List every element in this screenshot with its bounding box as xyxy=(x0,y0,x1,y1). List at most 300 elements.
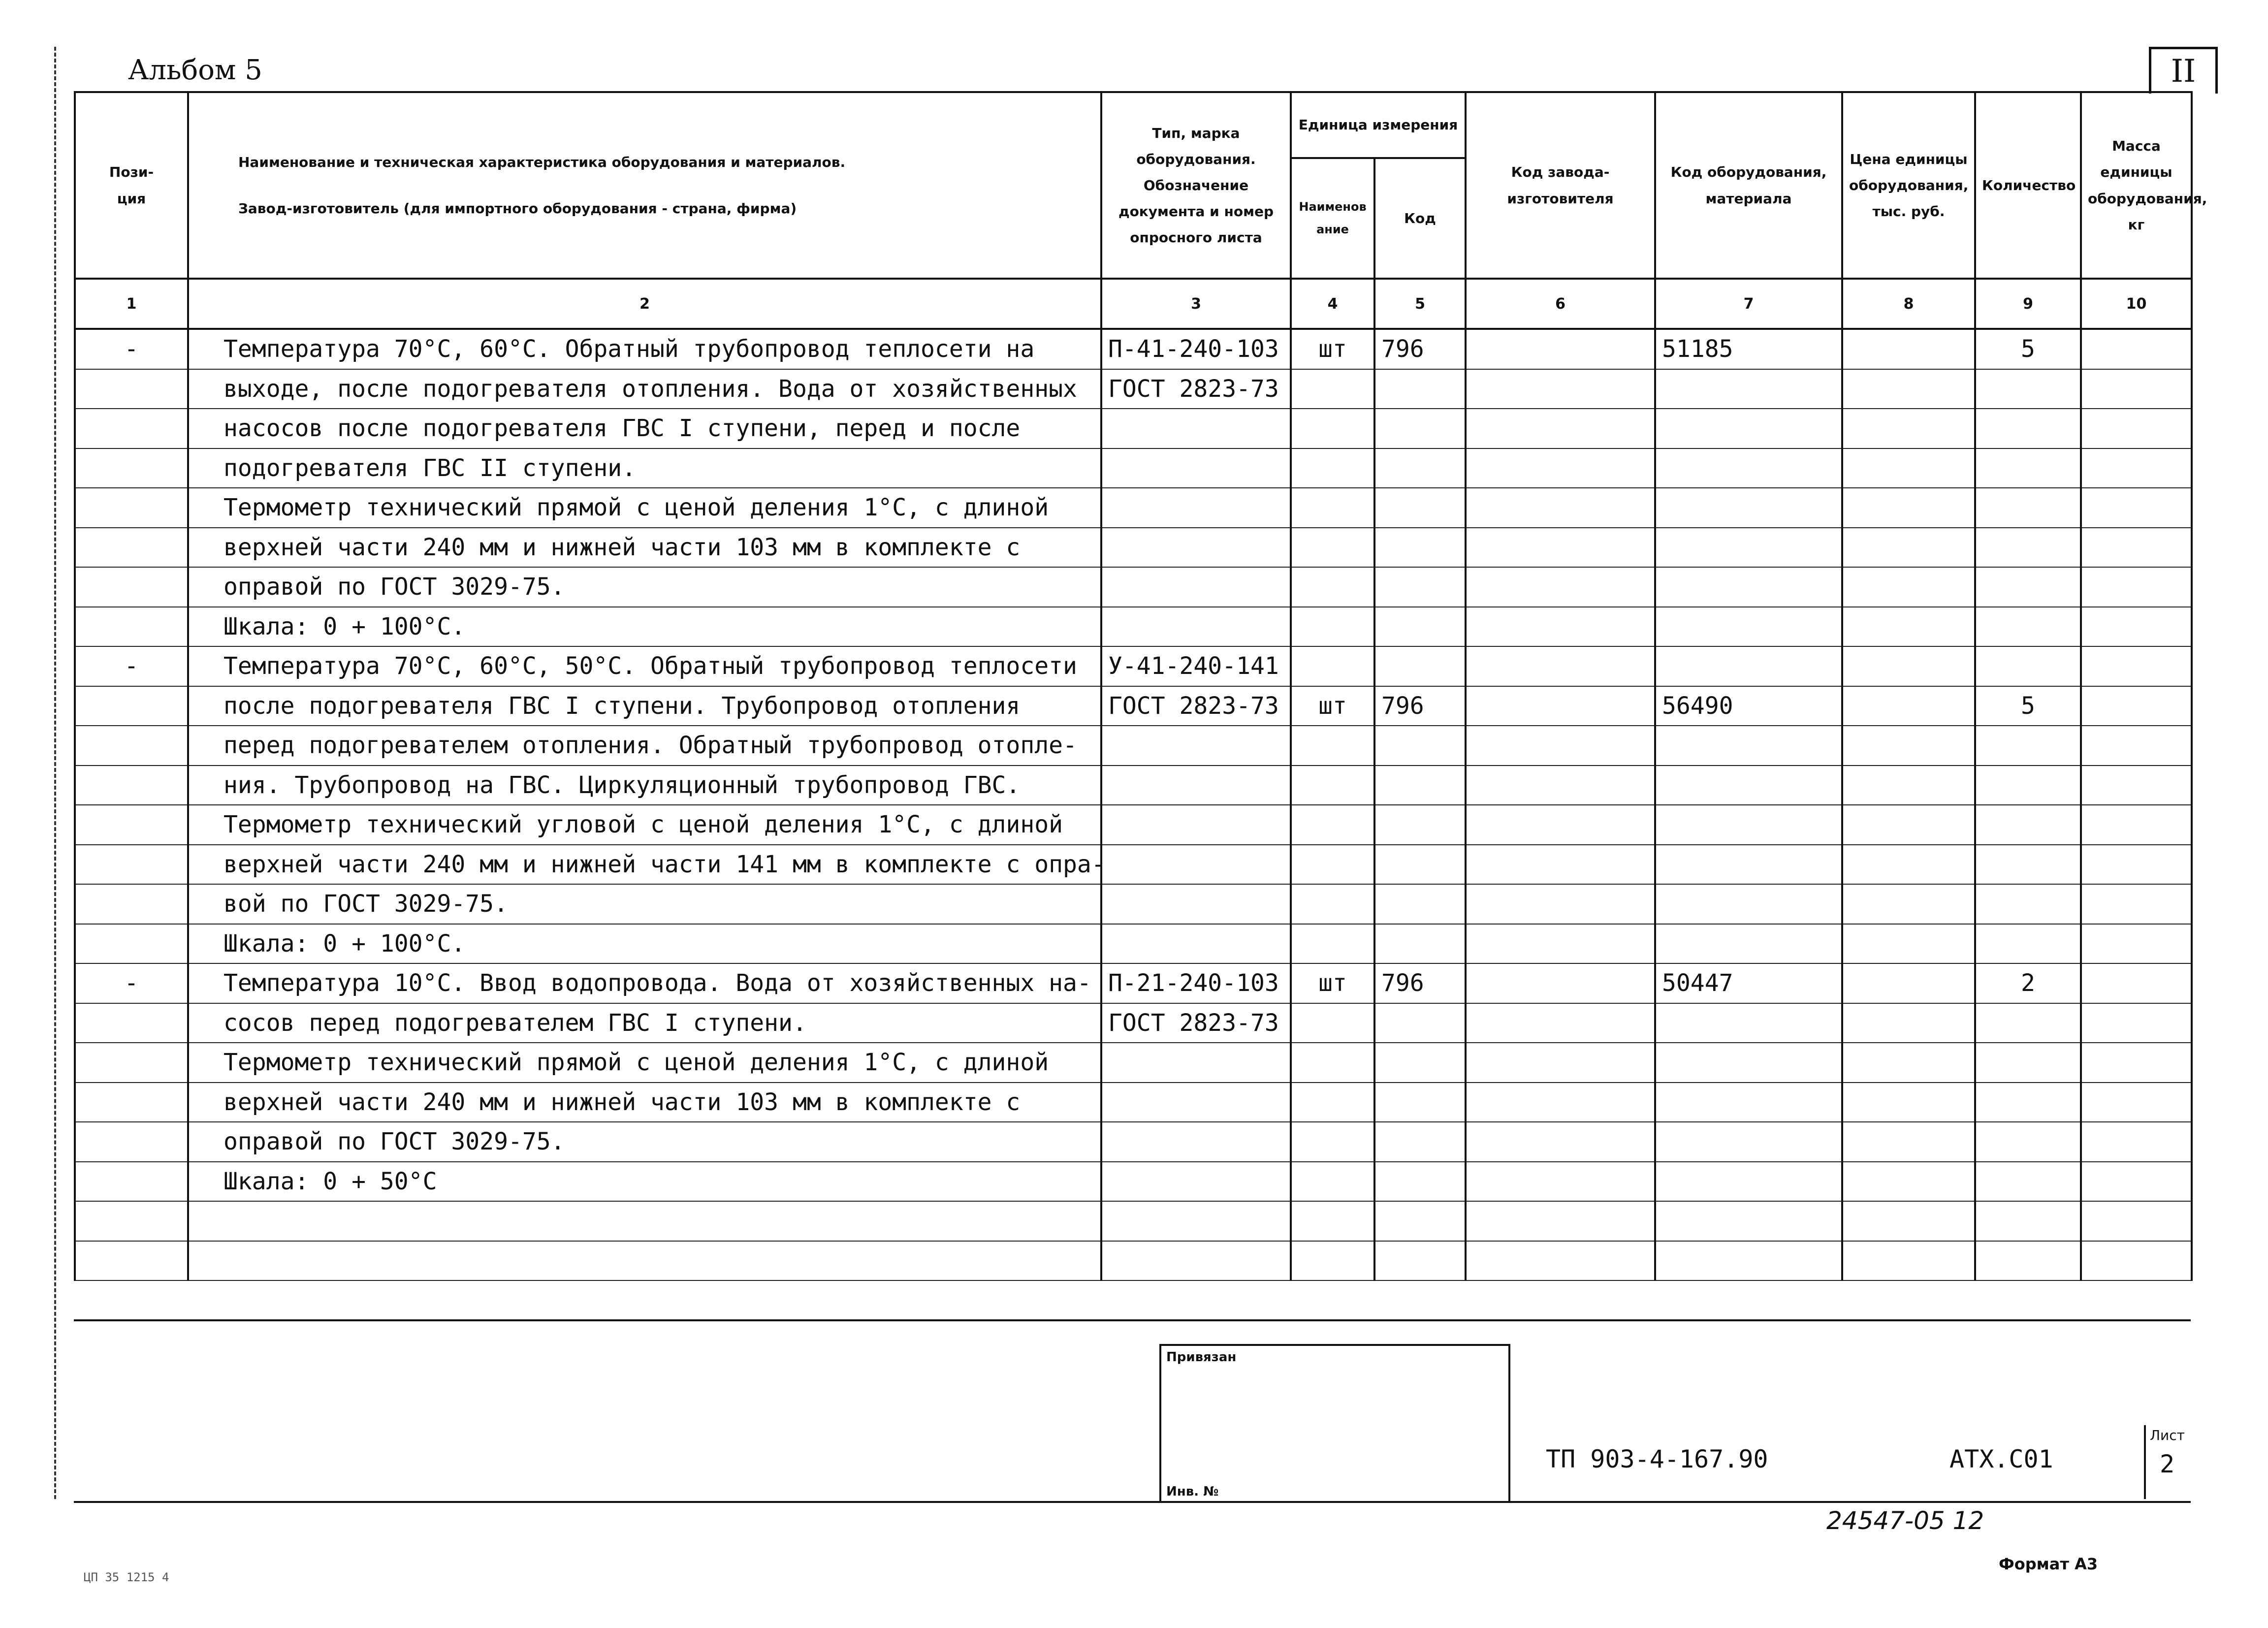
cell-price xyxy=(1842,607,1975,647)
cell-mass xyxy=(2081,884,2192,924)
cell-type xyxy=(1101,1043,1291,1083)
cell-pos xyxy=(75,409,188,448)
cell-qty xyxy=(1975,448,2081,488)
cell-mass xyxy=(2081,646,2192,686)
cell-type: ГОСТ 2823-73 xyxy=(1101,686,1291,726)
cell-code xyxy=(1655,726,1842,766)
cell-qty xyxy=(1975,1003,2081,1043)
cell-mass xyxy=(2081,369,2192,409)
cell-mass xyxy=(2081,488,2192,528)
cell-maker xyxy=(1466,1003,1655,1043)
cell-qty: 5 xyxy=(1975,329,2081,369)
table-row xyxy=(75,686,2192,726)
cell-price xyxy=(1842,766,1975,805)
cell-pos xyxy=(75,766,188,805)
cell-type xyxy=(1101,924,1291,964)
cell-ucode xyxy=(1374,766,1466,805)
cell-name: вой по ГОСТ 3029-75. xyxy=(188,884,1101,924)
cell-name xyxy=(188,1241,1101,1281)
cell-type xyxy=(1101,726,1291,766)
cell-code xyxy=(1655,1162,1842,1202)
colnum-6: 6 xyxy=(1466,279,1655,329)
cell-mass xyxy=(2081,1043,2192,1083)
table-row xyxy=(75,845,2192,885)
cell-ucode xyxy=(1374,369,1466,409)
cell-qty xyxy=(1975,369,2081,409)
cell-price xyxy=(1842,488,1975,528)
cell-pos xyxy=(75,1122,188,1162)
cell-type: П-41-240-103 xyxy=(1101,329,1291,369)
colnum-5: 5 xyxy=(1374,279,1466,329)
cell-qty xyxy=(1975,1083,2081,1122)
cell-maker xyxy=(1466,409,1655,448)
cell-unit xyxy=(1291,1241,1374,1281)
cell-price xyxy=(1842,1162,1975,1202)
cell-mass xyxy=(2081,528,2192,568)
cell-pos xyxy=(75,567,188,607)
cell-ucode xyxy=(1374,1241,1466,1281)
table-row xyxy=(75,963,2192,1003)
table-row xyxy=(75,646,2192,686)
cell-maker xyxy=(1466,1162,1655,1202)
cell-type xyxy=(1101,448,1291,488)
table-row xyxy=(75,448,2192,488)
cell-maker xyxy=(1466,726,1655,766)
cell-code: 56490 xyxy=(1655,686,1842,726)
header-price: Цена единицы оборудования, тыс. руб. xyxy=(1842,92,1975,279)
cell-pos: - xyxy=(75,646,188,686)
cell-mass xyxy=(2081,726,2192,766)
cell-mass xyxy=(2081,409,2192,448)
cell-code xyxy=(1655,1043,1842,1083)
cell-pos xyxy=(75,1162,188,1202)
cell-qty xyxy=(1975,1043,2081,1083)
cell-unit: шт xyxy=(1291,686,1374,726)
cell-qty xyxy=(1975,1201,2081,1241)
cell-qty xyxy=(1975,528,2081,568)
inventory-label: Инв. № xyxy=(1166,1484,1219,1499)
cell-type xyxy=(1101,1241,1291,1281)
table-row xyxy=(75,805,2192,845)
cell-mass xyxy=(2081,1122,2192,1162)
colnum-10: 10 xyxy=(2081,279,2192,329)
cell-type xyxy=(1101,845,1291,885)
cell-ucode: 796 xyxy=(1374,963,1466,1003)
cell-mass xyxy=(2081,1083,2192,1122)
cell-name: ния. Трубопровод на ГВС. Циркуляционный трубопровод ГВС. xyxy=(188,766,1101,805)
cell-unit xyxy=(1291,766,1374,805)
cell-price xyxy=(1842,329,1975,369)
cell-name: Термометр технический угловой с ценой деления 1°С, с длиной xyxy=(188,805,1101,845)
cell-ucode xyxy=(1374,448,1466,488)
cell-pos xyxy=(75,369,188,409)
format-label: Формат А3 xyxy=(1999,1555,2098,1573)
cell-pos xyxy=(75,1241,188,1281)
cell-qty xyxy=(1975,924,2081,964)
cell-pos xyxy=(75,1003,188,1043)
cell-name: верхней части 240 мм и нижней части 141 мм в комплекте с опра- xyxy=(188,845,1101,885)
cell-code xyxy=(1655,1122,1842,1162)
cell-unit xyxy=(1291,646,1374,686)
document-mark: АТХ.С01 xyxy=(1949,1445,2053,1473)
cell-price xyxy=(1842,726,1975,766)
cell-mass xyxy=(2081,686,2192,726)
cell-price xyxy=(1842,924,1975,964)
cell-price xyxy=(1842,528,1975,568)
cell-qty xyxy=(1975,646,2081,686)
table-row xyxy=(75,607,2192,647)
table-row xyxy=(75,1043,2192,1083)
cell-ucode: 796 xyxy=(1374,686,1466,726)
cell-mass xyxy=(2081,1201,2192,1241)
table-row xyxy=(75,766,2192,805)
cell-price xyxy=(1842,1122,1975,1162)
cell-unit xyxy=(1291,369,1374,409)
cell-ucode xyxy=(1374,409,1466,448)
cell-type: П-21-240-103 xyxy=(1101,963,1291,1003)
cell-pos xyxy=(75,924,188,964)
table-row xyxy=(75,924,2192,964)
cell-mass xyxy=(2081,1241,2192,1281)
cell-name: Шкала: 0 + 100°С. xyxy=(188,924,1101,964)
cell-code xyxy=(1655,567,1842,607)
cell-name: сосов перед подогревателем ГВС I ступени. xyxy=(188,1003,1101,1043)
header-name-line1: Наименование и техническая характеристика оборудования и материалов. xyxy=(238,154,846,171)
cell-price xyxy=(1842,369,1975,409)
colnum-1: 1 xyxy=(75,279,188,329)
cell-unit xyxy=(1291,1083,1374,1122)
header-mass: Масса единицы оборудования, кг xyxy=(2081,92,2192,279)
cell-ucode xyxy=(1374,1043,1466,1083)
cell-qty: 2 xyxy=(1975,963,2081,1003)
document-code: ТП 903-4-167.90 xyxy=(1546,1445,1768,1473)
header-unit: Единица измерения xyxy=(1291,92,1466,158)
table-row xyxy=(75,409,2192,448)
cell-code xyxy=(1655,369,1842,409)
cell-mass xyxy=(2081,766,2192,805)
cell-name: верхней части 240 мм и нижней части 103 мм в комплекте с xyxy=(188,1083,1101,1122)
cell-price xyxy=(1842,1201,1975,1241)
cell-code xyxy=(1655,528,1842,568)
cell-unit xyxy=(1291,726,1374,766)
cell-price xyxy=(1842,1241,1975,1281)
cell-maker xyxy=(1466,369,1655,409)
print-stamp: ЦП 35 1215 4 xyxy=(84,1570,169,1584)
table-row xyxy=(75,369,2192,409)
cell-unit xyxy=(1291,805,1374,845)
cell-ucode xyxy=(1374,1083,1466,1122)
cell-price xyxy=(1842,845,1975,885)
cell-mass xyxy=(2081,805,2192,845)
header-unit-code: Код xyxy=(1374,158,1466,279)
header-maker-code: Код завода-изготовителя xyxy=(1466,92,1655,279)
cell-type xyxy=(1101,528,1291,568)
cell-price xyxy=(1842,963,1975,1003)
header-name xyxy=(188,92,1101,279)
cell-maker xyxy=(1466,1241,1655,1281)
cell-ucode xyxy=(1374,607,1466,647)
cell-name: Шкала: 0 + 50°С xyxy=(188,1162,1101,1202)
table-row xyxy=(75,528,2192,568)
table-row xyxy=(75,1201,2192,1241)
cell-maker xyxy=(1466,329,1655,369)
header-position: Пози- ция xyxy=(75,92,188,279)
cell-name: Температура 70°С, 60°С, 50°С. Обратный трубопровод теплосети xyxy=(188,646,1101,686)
header-name-line2: Завод-изготовитель (для импортного оборудования - страна, фирма) xyxy=(238,200,797,217)
cell-unit xyxy=(1291,409,1374,448)
colnum-3: 3 xyxy=(1101,279,1291,329)
table-row xyxy=(75,1162,2192,1202)
cell-type xyxy=(1101,607,1291,647)
cell-type: У-41-240-141 xyxy=(1101,646,1291,686)
cell-code xyxy=(1655,409,1842,448)
cell-name: выходе, после подогревателя отопления. Вода от хозяйственных xyxy=(188,369,1101,409)
cell-qty xyxy=(1975,726,2081,766)
cell-unit xyxy=(1291,528,1374,568)
cell-mass xyxy=(2081,607,2192,647)
cell-type xyxy=(1101,805,1291,845)
cell-pos xyxy=(75,1083,188,1122)
cell-mass xyxy=(2081,448,2192,488)
cell-name: оправой по ГОСТ 3029-75. xyxy=(188,567,1101,607)
cell-type xyxy=(1101,1201,1291,1241)
cell-price xyxy=(1842,805,1975,845)
cell-qty xyxy=(1975,805,2081,845)
cell-code xyxy=(1655,488,1842,528)
cell-ucode xyxy=(1374,1003,1466,1043)
cell-qty xyxy=(1975,845,2081,885)
colnum-7: 7 xyxy=(1655,279,1842,329)
cell-maker xyxy=(1466,924,1655,964)
cell-qty xyxy=(1975,1162,2081,1202)
cell-pos xyxy=(75,1043,188,1083)
header-type: Тип, марка оборудования. Обозначение документа и номер опросного листа xyxy=(1101,92,1291,279)
cell-maker xyxy=(1466,686,1655,726)
table-row xyxy=(75,488,2192,528)
privyazan-label: Привязан xyxy=(1166,1350,1237,1365)
cell-type: ГОСТ 2823-73 xyxy=(1101,1003,1291,1043)
cell-unit xyxy=(1291,567,1374,607)
sheet-corner-number: II xyxy=(2149,47,2218,94)
table-row xyxy=(75,1122,2192,1162)
cell-code xyxy=(1655,607,1842,647)
cell-maker xyxy=(1466,1083,1655,1122)
table-row xyxy=(75,1083,2192,1122)
cell-ucode xyxy=(1374,1122,1466,1162)
cell-type xyxy=(1101,409,1291,448)
colnum-2: 2 xyxy=(188,279,1101,329)
cell-price xyxy=(1842,1003,1975,1043)
header-unit-name: Наименование xyxy=(1291,158,1374,279)
cell-price xyxy=(1842,1043,1975,1083)
privyazan-box xyxy=(1159,1344,1510,1503)
cell-price xyxy=(1842,884,1975,924)
cell-code xyxy=(1655,448,1842,488)
cell-mass xyxy=(2081,924,2192,964)
colnum-8: 8 xyxy=(1842,279,1975,329)
cell-maker xyxy=(1466,1043,1655,1083)
cell-pos xyxy=(75,884,188,924)
cell-pos xyxy=(75,1201,188,1241)
cell-maker xyxy=(1466,845,1655,885)
cell-maker xyxy=(1466,1201,1655,1241)
cell-ucode xyxy=(1374,646,1466,686)
sheet-box xyxy=(2144,1425,2193,1499)
handwritten-number: 24547-05 12 xyxy=(1826,1506,1984,1535)
cell-maker xyxy=(1466,805,1655,845)
cell-pos xyxy=(75,805,188,845)
cell-type xyxy=(1101,1083,1291,1122)
cell-unit: шт xyxy=(1291,329,1374,369)
cell-price xyxy=(1842,567,1975,607)
cell-maker xyxy=(1466,607,1655,647)
cell-ucode xyxy=(1374,884,1466,924)
cell-name xyxy=(188,1201,1101,1241)
cell-qty xyxy=(1975,1241,2081,1281)
cell-pos: - xyxy=(75,329,188,369)
cell-ucode xyxy=(1374,1201,1466,1241)
cell-pos xyxy=(75,448,188,488)
cell-unit xyxy=(1291,1043,1374,1083)
cell-code xyxy=(1655,1083,1842,1122)
cell-maker xyxy=(1466,646,1655,686)
cell-price xyxy=(1842,448,1975,488)
cell-code: 50447 xyxy=(1655,963,1842,1003)
table-row xyxy=(75,884,2192,924)
cell-type xyxy=(1101,1122,1291,1162)
cell-unit xyxy=(1291,924,1374,964)
cell-qty xyxy=(1975,567,2081,607)
cell-code xyxy=(1655,805,1842,845)
cell-code xyxy=(1655,1201,1842,1241)
cell-pos: - xyxy=(75,963,188,1003)
cell-pos xyxy=(75,488,188,528)
sheet-number: 2 xyxy=(2160,1450,2175,1478)
header-quantity: Количество xyxy=(1975,92,2081,279)
cell-qty: 5 xyxy=(1975,686,2081,726)
cell-unit xyxy=(1291,607,1374,647)
cell-type xyxy=(1101,766,1291,805)
cell-pos xyxy=(75,845,188,885)
cell-unit xyxy=(1291,448,1374,488)
cell-name: Температура 70°С, 60°С. Обратный трубопровод теплосети на xyxy=(188,329,1101,369)
cell-ucode xyxy=(1374,726,1466,766)
cell-maker xyxy=(1466,963,1655,1003)
cell-code: 51185 xyxy=(1655,329,1842,369)
title-block xyxy=(74,1319,2191,1503)
cell-unit xyxy=(1291,845,1374,885)
cell-ucode xyxy=(1374,488,1466,528)
cell-code xyxy=(1655,1003,1842,1043)
cell-qty xyxy=(1975,766,2081,805)
cell-ucode xyxy=(1374,567,1466,607)
cell-unit: шт xyxy=(1291,963,1374,1003)
cell-name: Термометр технический прямой с ценой деления 1°С, с длиной xyxy=(188,1043,1101,1083)
colnum-9: 9 xyxy=(1975,279,2081,329)
cell-unit xyxy=(1291,1122,1374,1162)
cell-pos xyxy=(75,528,188,568)
cell-name: оправой по ГОСТ 3029-75. xyxy=(188,1122,1101,1162)
cell-name: Температура 10°С. Ввод водопровода. Вода от хозяйственных на- xyxy=(188,963,1101,1003)
cell-code xyxy=(1655,766,1842,805)
cell-maker xyxy=(1466,567,1655,607)
cell-mass xyxy=(2081,845,2192,885)
colnum-4: 4 xyxy=(1291,279,1374,329)
cell-mass xyxy=(2081,567,2192,607)
header-material-code: Код оборудования, материала xyxy=(1655,92,1842,279)
cell-type xyxy=(1101,567,1291,607)
table-row xyxy=(75,1003,2192,1043)
cell-name: Термометр технический прямой с ценой деления 1°С, с длиной xyxy=(188,488,1101,528)
cell-mass xyxy=(2081,1162,2192,1202)
cell-ucode xyxy=(1374,1162,1466,1202)
cell-name: Шкала: 0 + 100°С. xyxy=(188,607,1101,647)
cell-name: перед подогревателем отопления. Обратный трубопровод отопле- xyxy=(188,726,1101,766)
cell-unit xyxy=(1291,488,1374,528)
cell-maker xyxy=(1466,488,1655,528)
cell-maker xyxy=(1466,528,1655,568)
cell-code xyxy=(1655,884,1842,924)
cell-code xyxy=(1655,1241,1842,1281)
cell-unit xyxy=(1291,884,1374,924)
table-row xyxy=(75,567,2192,607)
cell-price xyxy=(1842,1083,1975,1122)
cell-qty xyxy=(1975,1122,2081,1162)
specification-table xyxy=(74,91,2207,1281)
sheet-label: Лист xyxy=(2150,1427,2185,1443)
cell-ucode xyxy=(1374,528,1466,568)
cell-pos xyxy=(75,686,188,726)
cell-name: насосов после подогревателя ГВС I ступени, перед и после xyxy=(188,409,1101,448)
table-row xyxy=(75,329,2192,369)
cell-ucode xyxy=(1374,845,1466,885)
cell-maker xyxy=(1466,766,1655,805)
cell-ucode xyxy=(1374,924,1466,964)
cell-ucode xyxy=(1374,805,1466,845)
cell-mass xyxy=(2081,963,2192,1003)
cell-price xyxy=(1842,409,1975,448)
cell-mass xyxy=(2081,329,2192,369)
cell-type xyxy=(1101,884,1291,924)
cell-maker xyxy=(1466,448,1655,488)
cell-name: верхней части 240 мм и нижней части 103 мм в комплекте с xyxy=(188,528,1101,568)
cell-maker xyxy=(1466,884,1655,924)
cell-ucode: 796 xyxy=(1374,329,1466,369)
cell-price xyxy=(1842,646,1975,686)
table-row xyxy=(75,726,2192,766)
cell-qty xyxy=(1975,488,2081,528)
cell-code xyxy=(1655,646,1842,686)
cell-type xyxy=(1101,488,1291,528)
cell-qty xyxy=(1975,884,2081,924)
cell-unit xyxy=(1291,1162,1374,1202)
album-label: Альбом 5 xyxy=(128,54,262,86)
cell-pos xyxy=(75,607,188,647)
cell-type: ГОСТ 2823-73 xyxy=(1101,369,1291,409)
cell-qty xyxy=(1975,409,2081,448)
cell-mass xyxy=(2081,1003,2192,1043)
cell-unit xyxy=(1291,1201,1374,1241)
cell-code xyxy=(1655,924,1842,964)
cell-qty xyxy=(1975,607,2081,647)
cell-unit xyxy=(1291,1003,1374,1043)
cell-price xyxy=(1842,686,1975,726)
table-row xyxy=(75,1241,2192,1281)
cell-name: после подогревателя ГВС I ступени. Трубопровод отопления xyxy=(188,686,1101,726)
cell-maker xyxy=(1466,1122,1655,1162)
cell-name: подогревателя ГВС II ступени. xyxy=(188,448,1101,488)
cell-type xyxy=(1101,1162,1291,1202)
